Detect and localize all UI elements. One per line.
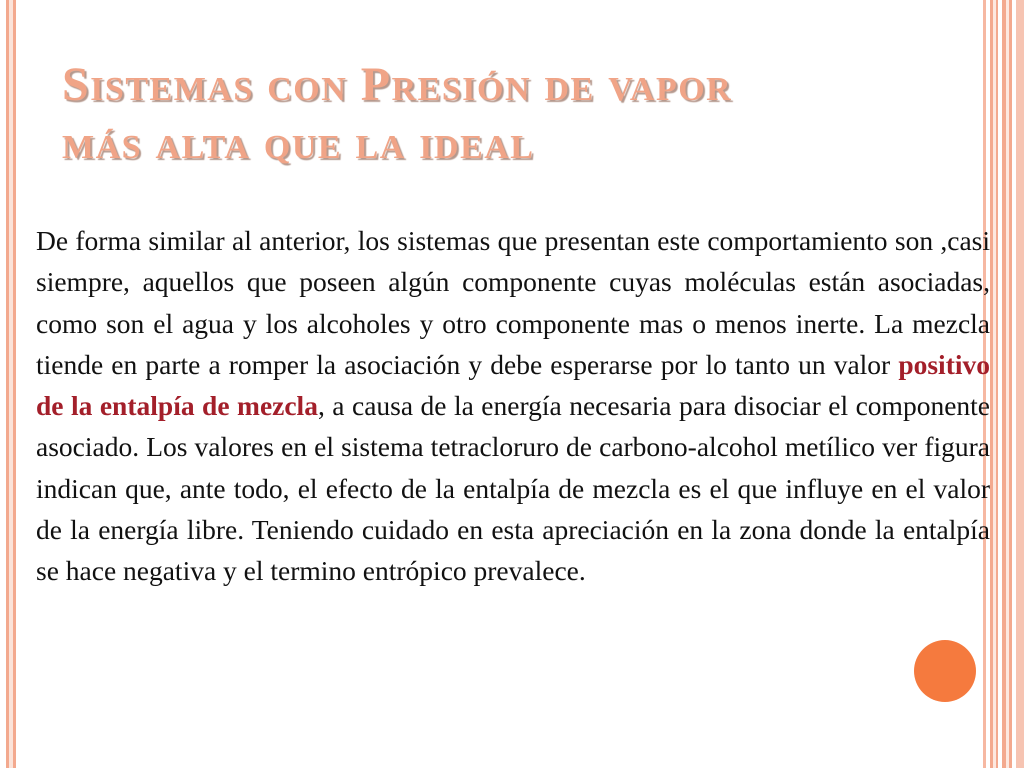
right-stripe-3-inner — [1006, 0, 1009, 768]
slide-title-line-1: Sistemas con Presión de vapor — [62, 58, 733, 111]
right-stripe-2-inner — [993, 0, 996, 768]
body-text-highlight: positivo de la entalpía de mezcla — [36, 348, 990, 422]
slide-title — [62, 56, 942, 172]
body-text-part-1: De forma similar al anterior, los sistemas que presentan este comportamiento son ,casi siempre, aquellos que poseen algún componente cuyas moléculas están asociadas, como son el agua y los alcoholes y otro componente mas o menos inerte. La mezcla tiende en parte a romper la asociación y debe esperarse por lo tanto un valor — [36, 225, 990, 380]
left-border-inner-line — [9, 0, 13, 768]
right-stripe-4 — [1016, 0, 1024, 768]
body-text-part-2: , a causa de la energía necesaria para disociar el componente asociado. Los valores en el sistema tetracloruro de carbono-alcohol metílico ver figura indican que, ante todo, el efecto de la entalpía de mezcla es el que influye en el valor de la energía libre. Teniendo cuidado en esta apreciación en la zona donde la entalpía se hace negativa y el termino entrópico prevalece. — [36, 390, 990, 587]
orange-circle-decoration — [914, 640, 976, 702]
slide-body-text — [36, 220, 990, 592]
slide-title-line-2: más alta que la ideal — [62, 116, 535, 169]
left-border-decoration — [0, 0, 18, 768]
